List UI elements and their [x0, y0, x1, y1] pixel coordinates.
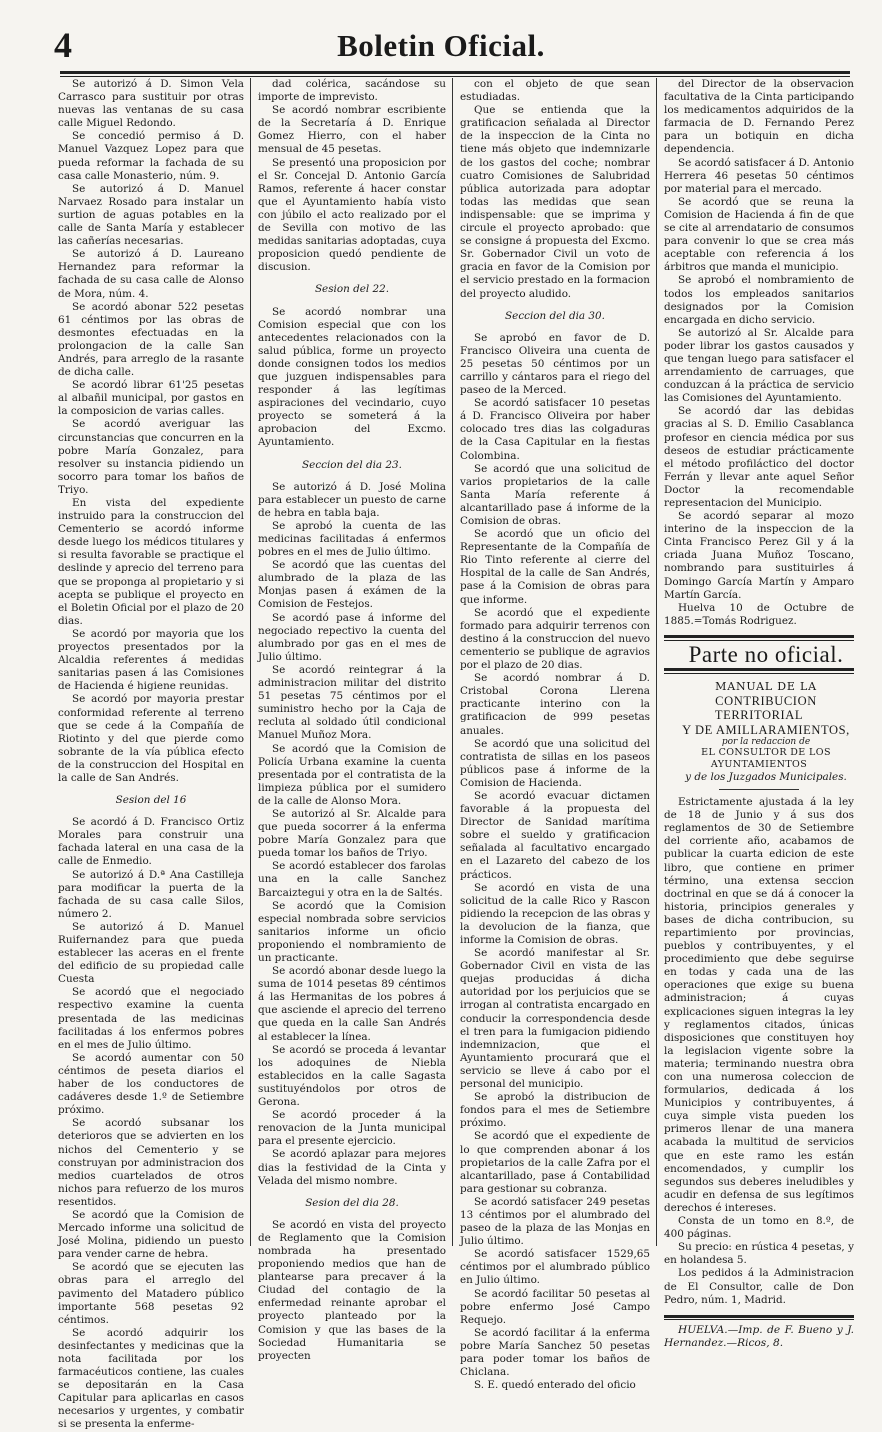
minute-paragraph: Se acordó proceder á la renovacion de la Junta municipal para el presente ejercicio. [258, 1109, 446, 1148]
minute-paragraph: Se acordó subsanar los deterioros que se advierten en los nichos del Cementerio y se construyan por administracion dos medios cuartelados de otros nichos para refuerzo de los muros resentidos. [58, 1117, 244, 1208]
minute-paragraph: Se acordó aumentar con 50 céntimos de peseta diarios el haber de los conductores de cadáveres desde 1.º de Setiembre próximo. [58, 1051, 244, 1117]
minute-paragraph: Se acordó que una solicitud del contratista de sillas en los paseos públicos pase á informe de la Comision de Hacienda. [460, 737, 650, 789]
minute-paragraph: Se aprobó en favor de D. Francisco Oliveira una cuenta de 25 pesetas 50 céntimos por un carrillo y cántaros para el riego del paseo de la Merced. [460, 331, 650, 397]
session-heading: Sesion del dia 28. [305, 1196, 399, 1209]
column-divider [250, 78, 251, 1246]
session-heading: Sesion del 16 [115, 794, 187, 807]
manual-rule [719, 789, 799, 790]
signature-date: Huelva 10 de Octubre de 1885.=Tomás Rodriguez. [664, 601, 854, 627]
minute-paragraph: Se autorizó al Sr. Alcalde para que pueda socorrer á la enferma pobre María Gonzalez para que pueda tomar los baños de Triyo. [258, 807, 446, 860]
page-number: 4 [54, 25, 72, 65]
section-rule [664, 635, 854, 641]
minute-paragraph: Se autorizó á D. Laureano Hernandez para reformar la fachada de su casa calle de Alonso de Mora, núm. 4. [58, 248, 244, 300]
minute-paragraph: Se acordó por mayoria que los proyectos presentados por la Alcaldia referentes á medidas sanitarias pasen á las Comisiones de Hacienda é higiene reunidas. [58, 627, 244, 693]
minute-paragraph: Se aprobó la cuenta de las medicinas facilitadas á enfermos pobres en el mes de Julio último. [258, 519, 446, 559]
minute-paragraph: Se acordó evacuar dictamen favorable á la propuesta del Director de Sanidad marítima sobre el sueldo y gratificacion señalada al facultativo encargado en el Lazareto del cabezo de los prácticos. [460, 789, 650, 881]
minute-paragraph: Se acordó que se reuna la Comision de Hacienda á fin de que se cite al arrendatario de consumos para convenir lo que se crea más aceptable con referencia á los árbitros que manda el municipio. [664, 195, 854, 274]
minute-paragraph: Consta de un tomo en 8.º, de 400 páginas. [664, 1215, 854, 1241]
minute-paragraph: Se acordó que la Comision de Policía Urbana examine la cuenta presentada por el contratista de la limpieza pública por el sumidero de la calle de Alonso Mora. [258, 742, 446, 807]
minute-paragraph: Se autorizó á D. Manuel Narvaez Rosado para instalar un surtion de aguas potables en la calle de Santa María y establecer las cañerías necesarias. [58, 182, 244, 248]
column-divider [656, 78, 657, 1246]
column-4 [664, 78, 854, 1349]
minute-paragraph: Se acordó que las cuentas del alumbrado de la plaza de las Monjas pasen á exámen de la Comision de Festejos. [258, 559, 446, 611]
minute-paragraph: Se acordó que el expediente formado para adquirir terrenos con destino á la construccion del nuevo cementerio se publique de agravios por el plazo de 20 dias. [460, 606, 650, 672]
minute-paragraph: Se autorizó á D.ª Ana Castilleja para modificar la puerta de la fachada de su casa calle Silos, número 2. [58, 868, 244, 920]
minute-paragraph: Se concedió permiso á D. Manuel Vazquez Lopez para que pueda reformar la fachada de su casa calle Monasterio, núm. 9. [58, 130, 244, 182]
minute-paragraph: Se presentó una proposicion por el Sr. Concejal D. Antonio García Ramos, referente á hacer constar que el Ayuntamiento había visto con júbilo el acto realizado por el de Sevilla con motivo de las medidas sanitarias adoptadas, cuya proposicion quedó pendiente de discusion. [258, 156, 446, 274]
minute-paragraph: Se acordó pase á informe del negociado repectivo la cuenta del alumbrado por gas en el mes de Julio último. [258, 611, 446, 663]
minute-paragraph: Se autorizó á D. José Molina para establecer un puesto de carne de hebra en tabla baja. [258, 480, 446, 519]
minute-paragraph: Se acordó establecer dos farolas una en la calle Sanchez Barcaiztegui y otra en la de Saltés. [258, 860, 446, 899]
minute-paragraph: Se acordó en vista del proyecto de Reglamento que la Comision nombrada ha presentado proponiendo medios que han de plantearse para precaver á la Ciudad del contagio de la enfermedad reinante aprobar el proyecto planteado por la Comision y que las bases de la Sociedad Humanitaria se proyecten [258, 1218, 446, 1362]
minute-paragraph: Se acordó que la Comision especial nombrada sobre servicios sanitarios informe un oficio proponiendo el nombramiento de un practicante. [258, 899, 446, 964]
minute-paragraph: Se acordó que se ejecuten las obras para el arreglo del pavimento del Matadero público importante 568 pesetas 92 céntimos. [58, 1261, 244, 1326]
minute-paragraph: Se acordó facilitar á la enferma pobre María Sanchez 50 pesetas para poder tomar los baños de Chiclana. [460, 1326, 650, 1379]
manual-title-line-3: Y DE AMILLARAMIENTOS, [682, 722, 850, 737]
session-heading: Seccion del dia 30. [505, 309, 605, 322]
minute-paragraph: Se aprobó el nombramiento de todos los empleados sanitarios designados por la Comision encargada en dicho servicio. [664, 274, 854, 326]
minute-paragraph: Se acordó dar las debidas gracias al S. D. Emilio Casablanca profesor en ciencia médica por sus deseos de estudiar prácticamente el método profiláctico del doctor Ferrán y llevar ante aquel Señor Doctor la recomendable representacion del Municipio. [664, 405, 854, 509]
parte-no-oficial-heading: Parte no oficial. [688, 641, 844, 667]
column-2 [258, 78, 446, 1362]
minute-paragraph: del Director de la observacion facultativa de la Cinta participando los medicamentos adquiridos de la farmacia de D. Fernando Perez para un botiquin en dicha dependencia. [664, 78, 854, 156]
column-3 [460, 78, 650, 1392]
minute-paragraph: Se aprobó la distribucion de fondos para el mes de Setiembre próximo. [460, 1091, 650, 1130]
manual-title-line-2: CONTRIBUCION TERRITORIAL [714, 693, 817, 723]
minute-paragraph: Se acordó averiguar las circunstancias que concurren en la pobre María Gonzalez, para resolver su instancia pidiendo un socorro para tomar los baños de Triyo. [58, 418, 244, 496]
minute-paragraph: Que se entienda que la gratificacion señalada al Director de la inspeccion de la Cinta no tiene más objeto que indemnizarle de los gastos del coche; nombrar cuatro Comisiones de Salubridad pública autorizada para adoptar todas las medidas que sean indispensable: que se imprima y circule el proyecto aprobado: que se consigne á propuesta del Excmo. Sr. Gobernador Civil un voto de gracia en favor de la Comision por el servicio prestado en la formacion del proyecto aludido. [460, 104, 650, 300]
minute-paragraph: Se acordó que un oficio del Representante de la Compañía de Rio Tinto referente al cierre del Hospital de la calle de San Andrés, pase á la Comision de obras para que informe. [460, 528, 650, 606]
minute-paragraph: Se acordó facilitar 50 pesetas al pobre enfermo José Campo Requejo. [460, 1287, 650, 1326]
minute-paragraph: Se acordó reintegrar á la administracion militar del distrito 51 pesetas 75 céntimos por el suministro hecho por la Caja de recluta al soldado útil condicional Manuel Muñoz Mora. [258, 663, 446, 742]
minute-paragraph: Se acordó que el expediente de lo que comprenden abonar á los propietarios de la calle Zafra por el alcantarillado, pase á Contabilidad para gestionar su cobranza. [460, 1130, 650, 1195]
minute-paragraph: Los pedidos á la Administracion de El Consultor, calle de Don Pedro, núm. 1, Madrid. [664, 1267, 854, 1306]
minute-paragraph: Su precio: en rústica 4 pesetas, y en holandesa 5. [664, 1241, 854, 1267]
minute-paragraph: Se acordó separar al mozo interino de la inspeccion de la Cinta Francisco Perez Gil y á la criada Juana Muñoz Toscano, nombrando para sustituirles á Domingo García Martín y Amparo Martín García. [664, 510, 854, 601]
minute-paragraph: S. E. quedó enterado del oficio [474, 1379, 636, 1392]
minute-paragraph: Se acordó se proceda á levantar los adoquines de Niebla establecidos en la calle Sagasta sustituyéndolos por otros de Gerona. [258, 1043, 446, 1109]
minute-paragraph: Se acordó á D. Francisco Ortiz Morales para construir una fachada lateral en una casa de la calle de Enmedio. [58, 816, 244, 868]
footer-rule [664, 1315, 854, 1320]
header-rule [60, 71, 850, 77]
minute-paragraph: Se acordó nombrar á D. Cristobal Corona Llerena practicante interino con la gratificacion de 999 pesetas anuales. [460, 672, 650, 737]
manual-advertisement [664, 796, 854, 1307]
minute-paragraph: con el objeto de que sean estudiadas. [460, 78, 650, 104]
minute-paragraph: Se acordó satisfacer 1529,65 céntimos por el alumbrado público en Julio último. [460, 1248, 650, 1287]
column-1 [58, 78, 244, 1431]
newspaper-title: Boletin Oficial. [337, 28, 545, 63]
minutes-continuation [664, 78, 854, 628]
minute-paragraph: Se acordó en vista de una solicitud de la calle Rico y Rascon pidiendo la recepcion de las obras y la devolucion de la fianza, que informe la Comision de obras. [460, 881, 650, 946]
session-heading: Sesion del 22. [314, 283, 390, 296]
session-heading: Seccion del dia 23. [302, 458, 402, 471]
manual-title-line-1: MANUAL DE LA [715, 680, 817, 694]
minute-paragraph: Se acordó que la Comision de Mercado informe una solicitud de José Molina, pidiendo un puesto para vender carne de hebra. [58, 1208, 244, 1261]
column-divider [452, 78, 453, 1246]
minute-paragraph: Se acordó nombrar escribiente de la Secretaría á D. Enrique Gomez Hierro, con el haber mensual de 45 pesetas. [258, 104, 446, 156]
minute-paragraph: Se acordó satisfacer á D. Antonio Herrera 46 pesetas 50 céntimos por material para el mercado. [664, 156, 854, 195]
minute-paragraph: Se acordó abonar 522 pesetas 61 céntimos por las obras de desmontes efectuadas en la prolongacion de la calle San Andrés, para arreglo de la rasante de dicha calle. [58, 300, 244, 379]
minute-paragraph: Estrictamente ajustada á la ley de 18 de Junio y á sus dos reglamentos de 30 de Setiembre del corriente año, acabamos de publicar la cuarta edicion de este libro, que contiene en primer término, una extensa seccion doctrinal en que se dá á conocer la historia, principios generales y bases de dicha contribucion, su repartimiento por provincias, pueblos y contribuyentes, y el procedimiento que debe seguirse en todas y cada una de las operaciones que exige su buena administracion; á cuyas explicaciones siguen integras la ley y reglamentos citados, únicas disposiciones que constituyen hoy la legislacion vigente sobre la materia; terminando nuestra obra con una numerosa coleccion de formularios, dedicada á los Municipios y contribuyentes, á cuya simple vista pueden los primeros llenar de una manera acabada la multitud de servicios que en este ramo les están encomendados, y cumplir los segundos sus deberes ineludibles y acudir en defensa de sus legítimos derechos é intereses. [664, 796, 854, 1214]
minute-paragraph: Se acordó librar 61'25 pesetas al albañil municipal, por gastos en la composicion de varias calles. [58, 379, 244, 418]
minute-paragraph: Se autorizó al Sr. Alcalde para poder librar los gastos causados y que tengan luego para satisfacer el arrendamiento de carruages, que conduzcan á la práctica de servicio las Comisiones del Ayuntamiento. [664, 326, 854, 405]
minute-paragraph: Se acordó satisfacer 10 pesetas á D. Francisco Oliveira por haber colocado tres dias las colgaduras de la Casa Capitular en la fiestas Colombina. [460, 397, 650, 462]
minute-paragraph: Se acordó adquirir los desinfectantes y medicinas que la nota facilitada por los farmacéuticos contiene, las cuales se depositarán en la Casa Capitular para aplicarlas en casos necesarios y urgentes, y combatir si se presenta la enferme- [58, 1326, 244, 1431]
minute-paragraph: Se autorizó á D. Simon Vela Carrasco para sustituir por otras nuevas las ventanas de su casa calle Miguel Redondo. [58, 78, 244, 130]
manual-byline: por la redaccion de [721, 737, 811, 748]
section-rule [664, 668, 854, 674]
minute-paragraph: Se acordó nombrar una Comision especial que con los antecedentes relacionados con la salud pública, forme un proyecto donde consignen todos los medios que juzguen indispensables para responder á las legítimas aspiraciones del vecindario, cuyo proyecto se someterá á la aprobacion del Excmo. Ayuntamiento. [258, 305, 446, 449]
minute-paragraph: Se acordó por mayoria prestar conformidad referente al terreno que se cede á la Compañía de Riotinto y del que pierde como sobrante de la vía pública efecto de la construccion del Hospital en la calle de San Andrés. [58, 693, 244, 784]
minute-paragraph: Se autorizó á D. Manuel Ruifernandez para que pueda establecer las aceras en el frente del edificio de su propiedad calle Cuesta [58, 920, 244, 986]
minute-paragraph: En vista del expediente instruido para la construccion del Cementerio se acordó informe desde luego los médicos titulares y si resulta favorable se practique el deslinde y aprecio del terreno para que se proponga al propietario y si acepta se publique el proyecto en el Boletin Oficial por el plazo de 20 dias. [58, 497, 244, 627]
printer-imprint: HUELVA.—Imp. de F. Bueno y J. Hernandez.—Ricos, 8. [664, 1323, 854, 1349]
manual-editor-2: y de los Juzgados Municipales. [685, 771, 847, 784]
minute-paragraph: dad colérica, sacándose su importe de imprevisto. [258, 78, 446, 104]
minute-paragraph: Se acordó que el negociado respectivo examine la cuenta presentada de las medicinas facilitadas á los enfermos pobres en el mes de Julio último. [58, 986, 244, 1051]
minute-paragraph: Se acordó aplazar para mejores dias la festividad de la Cinta y Velada del mismo nombre. [258, 1148, 446, 1187]
minute-paragraph: Se acordó que una solicitud de varios propietarios de la calle Santa María referente á alcantarillado pase á informe de la Comision de obras. [460, 462, 650, 527]
manual-editor: EL CONSULTOR DE LOS AYUNTAMIENTOS [701, 747, 831, 771]
minute-paragraph: Se acordó satisfacer 249 pesetas 13 céntimos por el alumbrado del paseo de la plaza de las Monjas en Julio último. [460, 1195, 650, 1248]
minute-paragraph: Se acordó manifestar al Sr. Gobernador Civil en vista de las quejas producidas á dicha autoridad por los perjuicios que se irrogan al contratista encargado en conducir la correspondencia desde el tren para la fumigacion pidiendo indemnizacion, que el Ayuntamiento procurará que el servicio se lleve á cabo por el personal del municipio. [460, 947, 650, 1091]
minute-paragraph: Se acordó abonar desde luego la suma de 1014 pesetas 89 céntimos á las Hermanitas de los pobres á que asciende el aprecio del terreno que queda en la calle San Andrés al establecer la línea. [258, 965, 446, 1043]
